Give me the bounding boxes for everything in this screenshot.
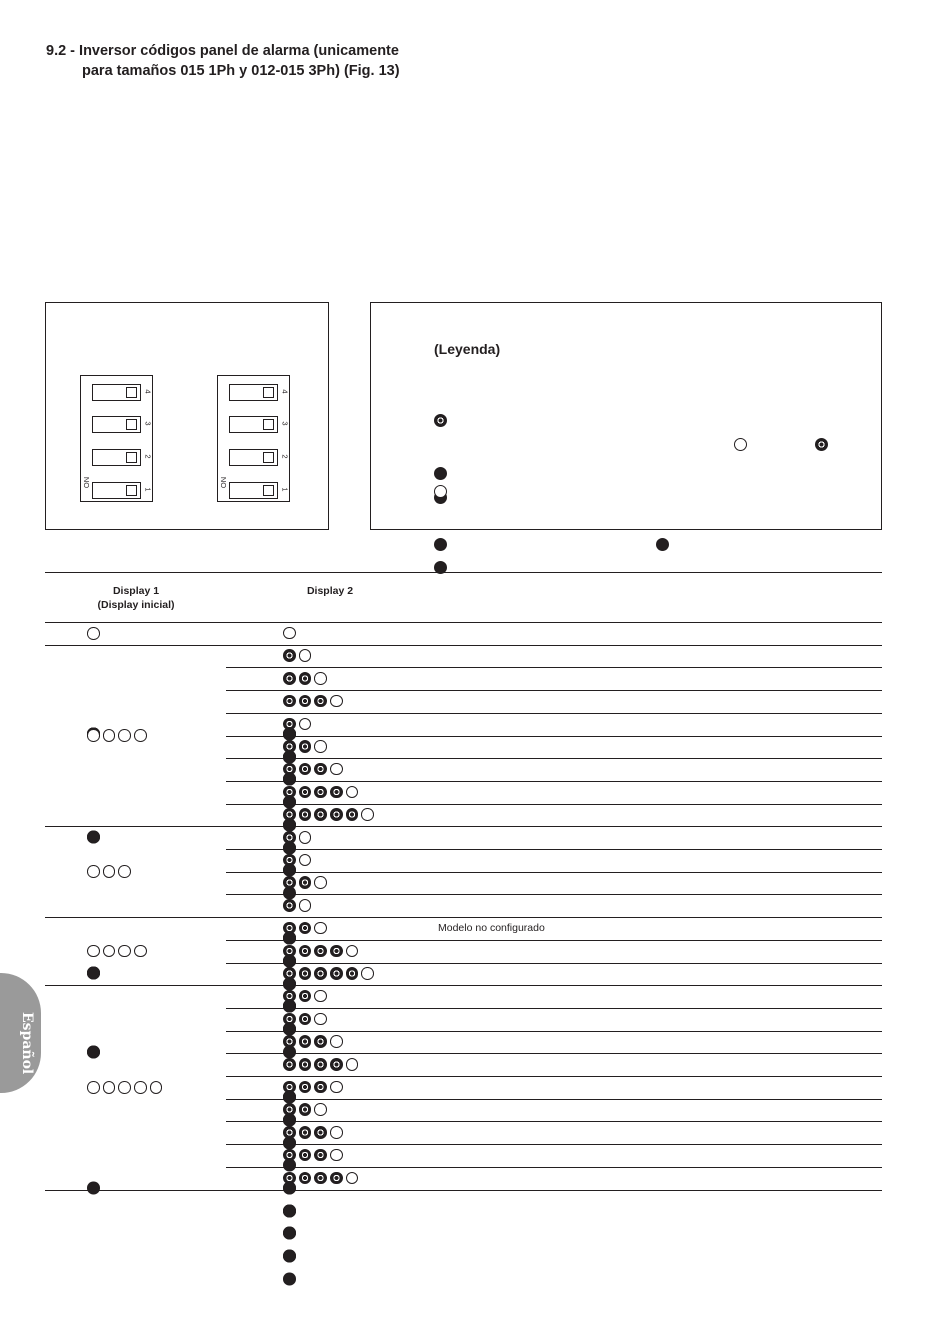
alarm-description: Modelo no configurado <box>438 922 545 935</box>
dip-switch-3 <box>92 416 141 433</box>
row-rule <box>226 1099 882 1100</box>
led-blink-icon <box>299 808 312 821</box>
dip-switch-knob <box>126 452 137 463</box>
led-blink-icon <box>283 854 296 867</box>
row-rule <box>226 1031 882 1032</box>
led-off-icon <box>283 627 296 640</box>
led-blink-icon <box>434 414 447 427</box>
led-on-icon <box>283 1205 296 1218</box>
display2-pattern <box>283 1035 343 1049</box>
display2-pattern <box>283 694 343 708</box>
led-off-icon <box>734 438 747 451</box>
led-blink-icon <box>299 967 312 980</box>
language-tab-label: Español <box>19 1012 35 1075</box>
led-off-icon <box>150 1081 163 1094</box>
display2-pattern <box>283 830 311 844</box>
dip-switch-bank-1 <box>80 375 153 502</box>
display2-pattern <box>283 1148 343 1162</box>
led-blink-icon <box>346 808 359 821</box>
led-off-icon <box>314 990 327 1003</box>
led-blink-icon <box>283 1035 296 1048</box>
led-off-icon <box>87 627 100 640</box>
row-rule <box>226 713 882 714</box>
display2-pattern <box>283 762 343 776</box>
led-blink-icon <box>283 967 296 980</box>
dip-switch-number: 2 <box>280 454 290 459</box>
header-display1: Display 1 (Display inicial) <box>97 585 175 611</box>
led-off-icon <box>314 922 327 935</box>
group-rule <box>45 826 882 827</box>
led-blink-icon <box>283 786 296 799</box>
row-rule <box>226 667 882 668</box>
led-blink-icon <box>314 1058 327 1071</box>
led-off-icon <box>314 672 327 685</box>
led-on-icon <box>283 1273 296 1286</box>
led-on-icon <box>656 538 669 551</box>
display2-pattern <box>283 1057 358 1071</box>
led-off-icon <box>314 740 327 753</box>
led-off-icon <box>103 945 116 958</box>
led-off-icon <box>314 1103 327 1116</box>
led-off-icon <box>346 786 359 799</box>
led-blink-icon <box>283 1058 296 1071</box>
legend-box <box>370 302 882 530</box>
led-on-icon <box>434 467 447 480</box>
led-off-icon <box>346 945 359 958</box>
led-blink-icon <box>299 876 312 889</box>
led-off-icon <box>361 808 374 821</box>
dip-switch-1 <box>92 482 141 499</box>
led-blink-icon <box>283 922 296 935</box>
led-blink-icon <box>314 1126 327 1139</box>
display1-pattern <box>87 626 100 640</box>
dip-switch-number: 4 <box>280 389 290 394</box>
row-rule <box>226 1167 882 1168</box>
row-rule <box>226 1008 882 1009</box>
led-blink-icon <box>299 990 312 1003</box>
led-blink-icon <box>283 831 296 844</box>
led-blink-icon <box>299 672 312 685</box>
section-title-line2: para tamaños 015 1Ph y 012-015 3Ph) (Fig. 13) <box>82 63 400 79</box>
led-blink-icon <box>283 899 296 912</box>
led-off-icon <box>330 1149 343 1162</box>
dip-on-label: ON <box>82 476 92 489</box>
led-blink-icon <box>299 1149 312 1162</box>
dip-switch-knob <box>263 419 274 430</box>
group-rule <box>45 645 882 646</box>
led-blink-icon <box>299 1172 312 1185</box>
led-on-icon <box>434 538 447 551</box>
dip-switch-knob <box>126 387 137 398</box>
led-off-icon <box>434 485 447 498</box>
led-on-icon <box>283 1227 296 1240</box>
led-blink-icon <box>330 1172 343 1185</box>
led-off-icon <box>87 865 100 878</box>
dip-switch-number: 1 <box>280 487 290 492</box>
display2-pattern <box>283 740 327 754</box>
led-blink-icon <box>299 1081 312 1094</box>
led-blink-icon <box>283 695 296 708</box>
led-blink-icon <box>299 740 312 753</box>
led-blink-icon <box>314 1172 327 1185</box>
led-blink-icon <box>283 1149 296 1162</box>
display2-pattern <box>283 717 311 731</box>
led-blink-icon <box>330 808 343 821</box>
led-blink-icon <box>299 1058 312 1071</box>
led-off-icon <box>118 1081 131 1094</box>
dip-switch-3 <box>229 416 278 433</box>
led-blink-icon <box>299 1126 312 1139</box>
led-blink-icon <box>330 967 343 980</box>
row-rule <box>226 736 882 737</box>
dip-switch-2 <box>229 449 278 466</box>
led-blink-icon <box>314 1081 327 1094</box>
display1-pattern <box>87 865 131 879</box>
led-blink-icon <box>330 1058 343 1071</box>
row-rule <box>226 849 882 850</box>
led-blink-icon <box>299 1013 312 1026</box>
row-rule <box>226 690 882 691</box>
dip-on-label: ON <box>219 476 229 489</box>
row-rule <box>226 758 882 759</box>
led-blink-icon <box>283 945 296 958</box>
display2-pattern <box>283 967 374 981</box>
led-off-icon <box>330 1035 343 1048</box>
dip-switch-number: 4 <box>143 389 153 394</box>
row-rule <box>226 1053 882 1054</box>
led-off-icon <box>346 1058 359 1071</box>
led-off-icon <box>87 945 100 958</box>
row-rule <box>226 781 882 782</box>
display1-pattern <box>87 1080 162 1094</box>
led-blink-icon <box>299 922 312 935</box>
table-top-rule <box>45 572 882 573</box>
led-blink-icon <box>299 763 312 776</box>
led-blink-icon <box>314 763 327 776</box>
display2-pattern <box>283 853 311 867</box>
led-blink-icon <box>314 786 327 799</box>
dip-switch-bank-2 <box>217 375 290 502</box>
dip-switch-knob <box>126 419 137 430</box>
led-blink-icon <box>330 945 343 958</box>
dip-switch-number: 2 <box>143 454 153 459</box>
dip-switch-number: 3 <box>143 421 153 426</box>
led-off-icon <box>330 763 343 776</box>
display2-pattern <box>283 989 327 1003</box>
legend-item <box>434 412 447 430</box>
display2-pattern <box>283 649 311 663</box>
legend-state-sample <box>734 436 747 454</box>
led-blink-icon <box>283 649 296 662</box>
display2-pattern <box>283 898 311 912</box>
led-blink-icon <box>283 990 296 1003</box>
group-rule <box>45 917 882 918</box>
display2-pattern <box>283 785 358 799</box>
dip-switch-figure <box>45 302 329 530</box>
led-off-icon <box>330 1126 343 1139</box>
led-off-icon <box>314 1013 327 1026</box>
row-rule <box>226 872 882 873</box>
led-blink-icon <box>314 808 327 821</box>
display2-pattern <box>283 1012 327 1026</box>
led-blink-icon <box>314 695 327 708</box>
led-off-icon <box>330 1081 343 1094</box>
led-off-icon <box>346 1172 359 1185</box>
led-off-icon <box>299 899 312 912</box>
dip-switch-number: 1 <box>143 487 153 492</box>
row-rule <box>226 894 882 895</box>
legend-title: (Leyenda) <box>434 341 501 357</box>
header-display2: Display 2 <box>306 585 354 597</box>
display1-pattern <box>87 944 147 958</box>
led-off-icon <box>103 1081 116 1094</box>
legend-state-sample <box>815 436 828 454</box>
dip-switch-2 <box>92 449 141 466</box>
row-rule <box>226 1121 882 1122</box>
led-blink-icon <box>299 695 312 708</box>
led-off-icon <box>118 945 131 958</box>
led-blink-icon <box>815 438 828 451</box>
dip-switch-knob <box>126 485 137 496</box>
display2-pattern <box>283 671 327 685</box>
led-blink-icon <box>283 808 296 821</box>
row-rule <box>226 963 882 964</box>
dip-switch-number: 3 <box>280 421 290 426</box>
section-title <box>46 41 400 81</box>
led-blink-icon <box>283 1126 296 1139</box>
dip-switch-knob <box>263 452 274 463</box>
led-blink-icon <box>314 967 327 980</box>
led-blink-icon <box>283 876 296 889</box>
led-off-icon <box>118 865 131 878</box>
dip-switch-4 <box>92 384 141 401</box>
display2-pattern <box>283 921 327 935</box>
led-blink-icon <box>283 1013 296 1026</box>
section-title-line1: 9.2 - Inversor códigos panel de alarma (unicamente <box>46 43 399 59</box>
led-blink-icon <box>346 967 359 980</box>
dip-switch-knob <box>263 485 274 496</box>
led-off-icon <box>118 729 131 742</box>
dip-switch-1 <box>229 482 278 499</box>
dip-switch-knob <box>263 387 274 398</box>
row-rule <box>226 1076 882 1077</box>
led-off-icon <box>314 876 327 889</box>
led-blink-icon <box>283 763 296 776</box>
led-blink-icon <box>314 945 327 958</box>
led-blink-icon <box>314 1035 327 1048</box>
led-on-icon <box>87 1046 100 1059</box>
row-rule <box>226 940 882 941</box>
led-blink-icon <box>299 945 312 958</box>
led-on-icon <box>283 1250 296 1263</box>
led-blink-icon <box>299 1103 312 1116</box>
display2-pattern <box>283 626 296 640</box>
led-off-icon <box>299 854 312 867</box>
dip-switch-4 <box>229 384 278 401</box>
led-on-icon <box>87 831 100 844</box>
group-rule <box>45 985 882 986</box>
led-blink-icon <box>314 1149 327 1162</box>
row-rule <box>226 1144 882 1145</box>
led-off-icon <box>87 1081 100 1094</box>
led-off-icon <box>299 831 312 844</box>
led-blink-icon <box>299 786 312 799</box>
led-blink-icon <box>283 1103 296 1116</box>
led-off-icon <box>134 945 147 958</box>
led-off-icon <box>134 1081 147 1094</box>
display1-pattern <box>87 729 147 743</box>
led-off-icon <box>299 718 312 731</box>
led-blink-icon <box>283 1172 296 1185</box>
led-off-icon <box>103 729 116 742</box>
led-off-icon <box>134 729 147 742</box>
led-blink-icon <box>330 786 343 799</box>
led-blink-icon <box>283 718 296 731</box>
display2-pattern <box>283 876 327 890</box>
legend-item <box>434 483 447 501</box>
led-off-icon <box>87 729 100 742</box>
led-on-icon <box>87 967 100 980</box>
display2-pattern <box>283 1125 343 1139</box>
group-rule <box>45 1190 882 1191</box>
led-blink-icon <box>283 672 296 685</box>
led-off-icon <box>330 695 343 708</box>
led-off-icon <box>361 967 374 980</box>
display2-pattern <box>283 808 374 822</box>
display2-pattern <box>283 1171 358 1185</box>
led-off-icon <box>103 865 116 878</box>
led-off-icon <box>299 649 312 662</box>
led-blink-icon <box>283 740 296 753</box>
display2-pattern <box>283 1080 343 1094</box>
group-rule <box>45 622 882 623</box>
display2-pattern <box>283 1103 327 1117</box>
led-blink-icon <box>283 1081 296 1094</box>
led-blink-icon <box>299 1035 312 1048</box>
row-rule <box>226 804 882 805</box>
display2-pattern <box>283 944 358 958</box>
